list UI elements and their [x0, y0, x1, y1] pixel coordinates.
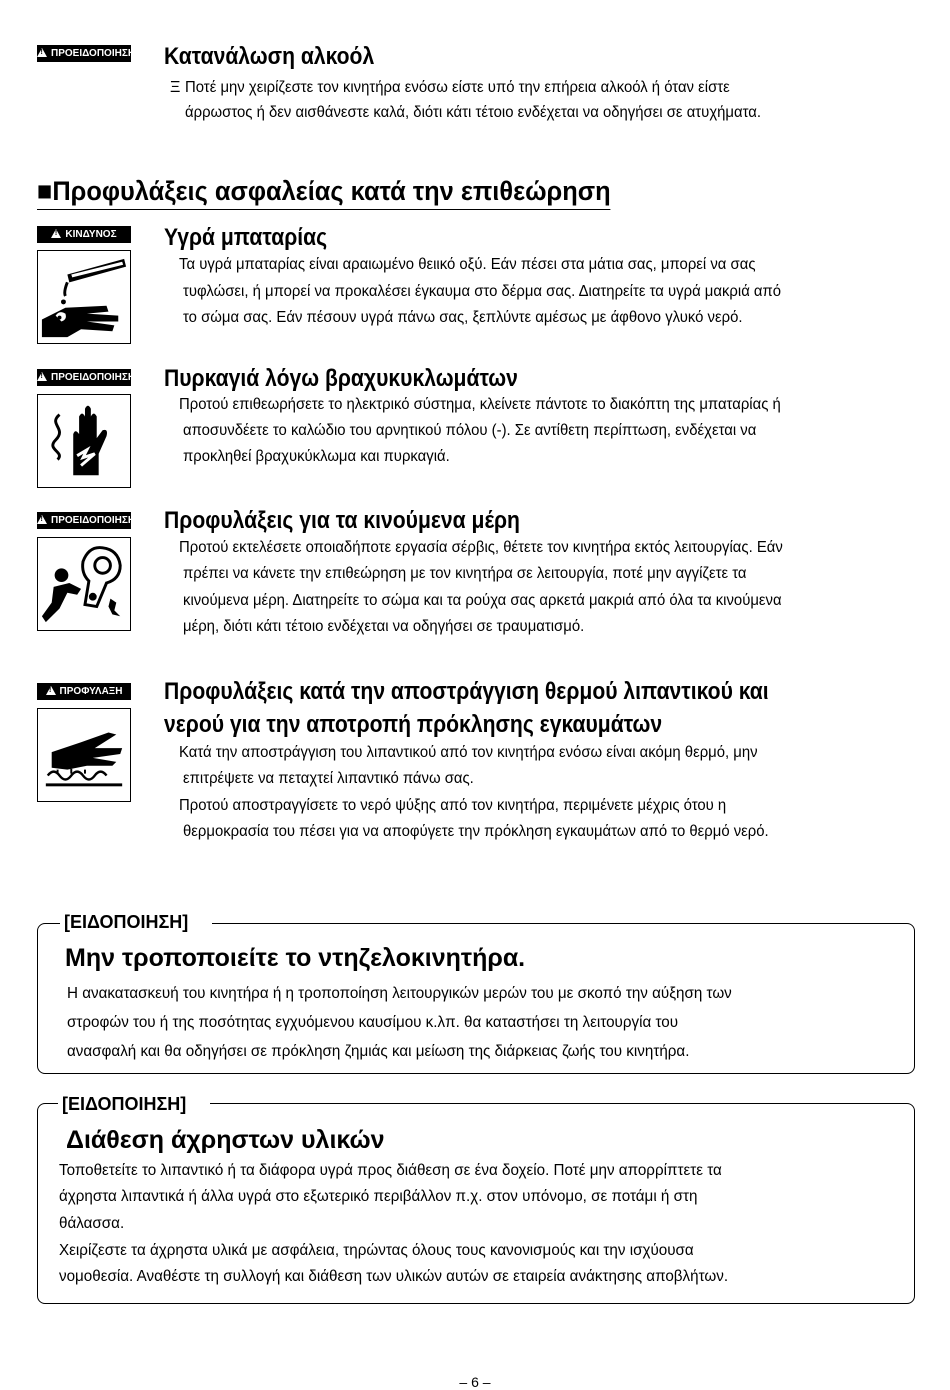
notice1-line-1: Η ανακατασκευή του κινητήρα ή η τροποποίηση λειτουργικών μερών του με σκοπό την αύξηση των [67, 985, 732, 1002]
notice1-line-3: ανασφαλή και θα οδηγήσει σε πρόκληση ζημιάς και μείωση της διάρκειας ζωής του κινητήρα. [67, 1043, 690, 1060]
warning-badge: !ΠΡΟΕΙΔΟΠΟΙΗΣΗ [37, 369, 131, 386]
drain-line-1: Κατά την αποστράγγιση του λιπαντικού από τον κινητήρα ενόσω είναι ακόμη θερμό, μην [179, 744, 758, 761]
notice-label: [ΕΙΔΟΠΟΙΗΣΗ] [60, 912, 212, 933]
danger-badge: !ΚΙΝΔΥΝΟΣ [37, 226, 131, 243]
moving-parts-icon [37, 537, 131, 631]
caution-badge: !ΠΡΟΦΥΛΑΞΗ [37, 683, 131, 700]
hot-liquid-hand-icon [37, 708, 131, 802]
warning-badge: !ΠΡΟΕΙΔΟΠΟΙΗΣΗ [37, 45, 131, 62]
drain-line-4: θερμοκρασία του πέσει για να αποφύγετε την πρόκληση εγκαυμάτων από το θερμό νερό. [183, 823, 769, 840]
fire-line-2: αποσυνδέετε το καλώδιο του αρνητικού πόλου (-). Σε αντίθετη περίπτωση, ενδέχεται να [183, 422, 757, 439]
notice-title: Μην τροποποιείτε το ντηζελοκινητήρα. [65, 944, 526, 972]
warning-badge: !ΠΡΟΕΙΔΟΠΟΙΗΣΗ [37, 512, 131, 529]
moving-line-3: κινούμενα μέρη. Διατηρείτε το σώμα και τα ρούχα σας αρκετά μακριά από όλα τα κινούμενα [183, 592, 782, 609]
moving-line-1: Προτού εκτελέσετε οποιαδήποτε εργασία σέρβις, θέτετε τον κινητήρα εκτός λειτουργίας. Εάν [179, 539, 783, 556]
drain-heading-line-1: Προφυλάξεις κατά την αποστράγγιση θερμού λιπαντικού και [164, 678, 769, 705]
battery-line-2: τυφλώσει, ή μπορεί να προκαλέσει έγκαυμα στο δέρμα σας. Διατηρείτε τα υγρά μακριά από [183, 283, 782, 300]
notice1-line-2: στροφών του ή της ποσότητας εγχυόμενου καυσίμου κ.λπ. θα καταστήσει τη λειτουργία του [67, 1014, 679, 1031]
notice2-line-4: Χειρίζεστε τα άχρηστα υλικά με ασφάλεια, τηρώντας όλους τους κανονισμούς και την ισχύουσα [59, 1242, 694, 1259]
section-title: ■Προφυλάξεις ασφαλείας κατά την επιθεώρηση [37, 176, 611, 210]
notice2-line-5: νομοθεσία. Αναθέστε τη συλλογή και διάθεση των υλικών αυτών σε εταιρεία ανάκτησης αποβλήτων. [59, 1268, 729, 1285]
drain-line-3: Προτού αποστραγγίσετε το νερό ψύξης από τον κινητήρα, περιμένετε μέχρις ότου η [179, 797, 727, 814]
warning-triangle-icon [37, 48, 47, 57]
bullet-marker: Ξ [170, 79, 181, 96]
battery-line-1: Τα υγρά μπαταρίας είναι αραιωμένο θειικό οξύ. Εάν πέσει στα μάτια σας, μπορεί να σας [179, 256, 756, 273]
battery-heading: Υγρά μπαταρίας [164, 224, 328, 251]
drain-heading-line-2: νερού για την αποτροπή πρόκλησης εγκαυμάτων [164, 711, 663, 738]
acid-hand-icon [37, 250, 131, 344]
fire-line-1: Προτού επιθεωρήσετε το ηλεκτρικό σύστημα, κλείνετε πάντοτε το διακόπτη της μπαταρίας ή [179, 396, 781, 413]
electric-shock-hand-icon [37, 394, 131, 488]
fire-line-3: προκληθεί βραχυκύκλωμα και πυρκαγιά. [183, 448, 450, 465]
warning-triangle-icon [51, 229, 61, 238]
battery-line-3: το σώμα σας. Εάν πέσουν υγρά πάνω σας, ξεπλύντε αμέσως με άφθονο γλυκό νερό. [183, 309, 743, 326]
warning-triangle-icon [37, 372, 47, 381]
warning-triangle-icon [46, 686, 56, 695]
moving-line-2: πρέπει να κάνετε την επιθεώρηση με τον κινητήρα σε λειτουργία, ποτέ μην αγγίζετε τα [183, 565, 747, 582]
notice2-line-2: άχρηστα λιπαντικά ή άλλα υγρά στο εξωτερικό περιβάλλον π.χ. στον υπόνομο, σε ποτάμι ή στη [59, 1188, 698, 1205]
notice-label: [ΕΙΔΟΠΟΙΗΣΗ] [58, 1094, 210, 1115]
warning-triangle-icon [37, 515, 47, 524]
moving-heading: Προφυλάξεις για τα κινούμενα μέρη [164, 507, 520, 534]
alcohol-line-1: Ποτέ μην χειρίζεστε τον κινητήρα ενόσω είστε υπό την επήρεια αλκοόλ ή όταν είστε [185, 79, 730, 96]
drain-line-2: επιτρέψετε να πεταχτεί λιπαντικό πάνω σας. [183, 770, 474, 787]
page-number: – 6 – [459, 1374, 491, 1390]
notice-title: Διάθεση άχρηστων υλικών [66, 1126, 385, 1154]
alcohol-line-2: άρρωστος ή δεν αισθάνεστε καλά, διότι κάτι τέτοιο ενδέχεται να οδηγήσει σε ατυχήματα. [185, 104, 761, 121]
notice2-line-3: θάλασσα. [59, 1215, 125, 1232]
alcohol-heading: Κατανάλωση αλκοόλ [164, 43, 375, 70]
fire-heading: Πυρκαγιά λόγω βραχυκυκλωμάτων [164, 365, 518, 392]
notice2-line-1: Τοποθετείτε το λιπαντικό ή τα διάφορα υγρά προς διάθεση σε ένα δοχείο. Ποτέ μην απορρίπτετε τα [59, 1162, 722, 1179]
moving-line-4: μέρη, διότι κάτι τέτοιο ενδέχεται να οδηγήσει σε τραυματισμό. [183, 618, 585, 635]
